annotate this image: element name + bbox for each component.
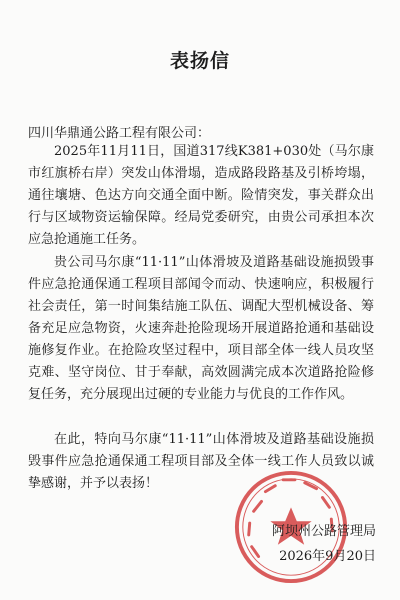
issue-date: 2026年9月20日 [279,549,376,564]
letter-title: 表扬信 [169,50,230,72]
paragraph-praise: 贵公司马尔康“11·11”山体滑坡及道路基础设施损毁事件应急抢通保通工程项目部闻令而动、快速响应，积极履行社会责任，第一时间集结施工队伍、调配大型机械设备、筹备充足应急物资，火速奔赴抢险现场开展道路抢通和基础设施修复作业。在抢险攻坚过程中，项目部全体一线人员攻坚克难、坚守岗位、甘于奉献，高效圆满完成本次道路抢险修复任务，充分展现出过硬的专业能力与优良的工作作风。 [28,255,374,402]
recipient-line: 四川华鼎通公路工程有限公司： [28,126,211,141]
paragraph-incident: 2025年11月11日，国道317线K381+030处（马尔康市红旗桥右岸）突发山体滑塌，造成路段路基及引桥垮塌，通往壤塘、色达方向交通全面中断。险情突发，事关群众出行与区域物资运输保障。经局党委研究，由贵公司承担本次应急抢通施工任务。 [28,144,374,247]
paragraph-thanks: 在此，特向马尔康“11·11”山体滑坡及道路基础设施损毁事件应急抢通保通工程项目部及全体一线工作人员致以诚挚感谢，并予以表扬！ [28,432,374,491]
issuer-signature: 阿坝州公路管理局 [271,524,376,539]
